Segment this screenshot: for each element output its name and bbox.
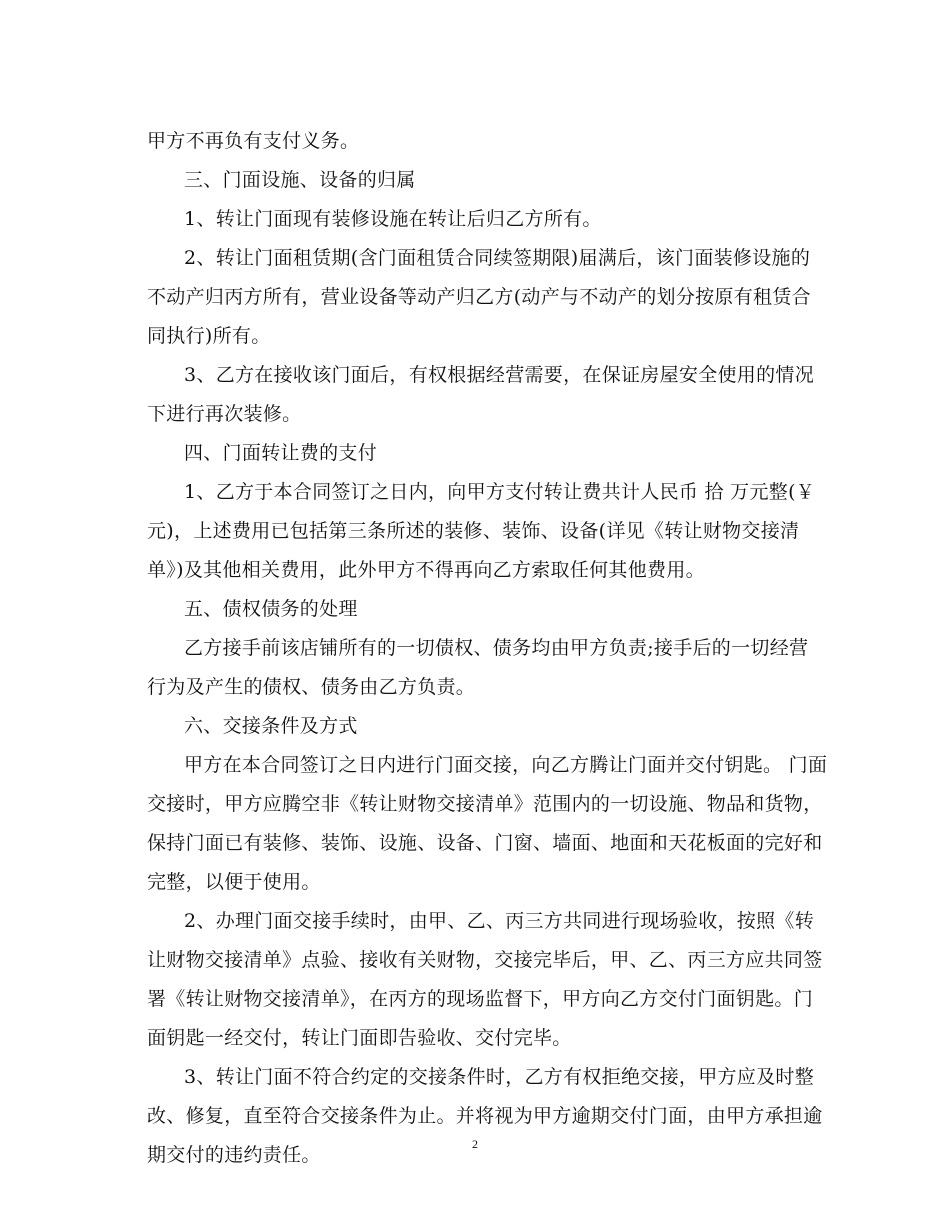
section-heading-5: 五、债权债务的处理	[184, 598, 358, 620]
paragraph-6-3-line-1: 3、转让门面不符合约定的交接条件时，乙方有权拒绝交接，甲方应及时整	[184, 1066, 814, 1088]
paragraph-3-2-line-3: 同执行)所有。	[147, 325, 271, 347]
paragraph-6-2-line-4: 面钥匙一经交付，转让门面即告验收、交付完毕。	[147, 1027, 572, 1049]
paragraph-3-3-line-1: 3、乙方在接收该门面后，有权根据经营需要，在保证房屋安全使用的情况	[184, 364, 814, 386]
paragraph-3-2-line-2: 不动产归丙方所有，营业设备等动产归乙方(动产与不动产的划分按原有租赁合	[147, 286, 811, 308]
paragraph-6-3-line-3: 期交付的违约责任。	[147, 1144, 321, 1166]
paragraph-5-line-2: 行为及产生的债权、债务由乙方负责。	[147, 676, 476, 698]
paragraph-4-1-line-3: 单》)及其他相关费用，此外甲方不得再向乙方索取任何其他费用。	[147, 559, 705, 581]
paragraph-6-1-line-3: 保持门面已有装修、装饰、设施、设备、门窗、墙面、地面和天花板面的完好和	[147, 832, 823, 854]
paragraph-3-2-line-1: 2、转让门面租赁期(含门面租赁合同续签期限)届满后，该门面装修设施的	[184, 247, 811, 269]
section-heading-4: 四、门面转让费的支付	[184, 442, 378, 464]
paragraph-4-1-line-1: 1、乙方于本合同签订之日内，向甲方支付转让费共计人民币 拾 万元整(￥	[184, 481, 816, 503]
paragraph-5-line-1: 乙方接手前该店铺所有的一切债权、债务均由甲方负责;接手后的一切经营	[184, 637, 809, 659]
paragraph-6-1-line-2: 交接时，甲方应腾空非《转让财物交接清单》范围内的一切设施、物品和货物，	[147, 793, 823, 815]
body-line-1: 甲方不再负有支付义务。	[147, 130, 360, 152]
section-heading-3: 三、门面设施、设备的归属	[184, 169, 416, 191]
paragraph-6-1-line-4: 完整，以便于使用。	[147, 871, 321, 893]
paragraph-6-3-line-2: 改、修复，直至符合交接条件为止。并将视为甲方逾期交付门面，由甲方承担逾	[147, 1105, 823, 1127]
paragraph-6-2-line-1: 2、办理门面交接手续时，由甲、乙、丙三方共同进行现场验收，按照《转	[184, 910, 814, 932]
paragraph-4-1-line-2: 元)，上述费用已包括第三条所述的装修、装饰、设备(详见《转让财物交接清	[147, 520, 800, 542]
page-number: 2	[472, 1137, 478, 1151]
paragraph-3-1: 1、转让门面现有装修设施在转让后归乙方所有。	[184, 208, 602, 230]
section-heading-6: 六、交接条件及方式	[184, 715, 358, 737]
paragraph-6-1-line-1: 甲方在本合同签订之日内进行门面交接，向乙方腾让门面并交付钥匙。 门面	[184, 754, 828, 776]
paragraph-6-2-line-3: 署《转让财物交接清单》，在丙方的现场监督下，甲方向乙方交付门面钥匙。门	[147, 988, 814, 1010]
paragraph-3-3-line-2: 下进行再次装修。	[147, 403, 302, 425]
paragraph-6-2-line-2: 让财物交接清单》点验、接收有关财物，交接完毕后，甲、乙、丙三方应共同签	[147, 949, 823, 971]
